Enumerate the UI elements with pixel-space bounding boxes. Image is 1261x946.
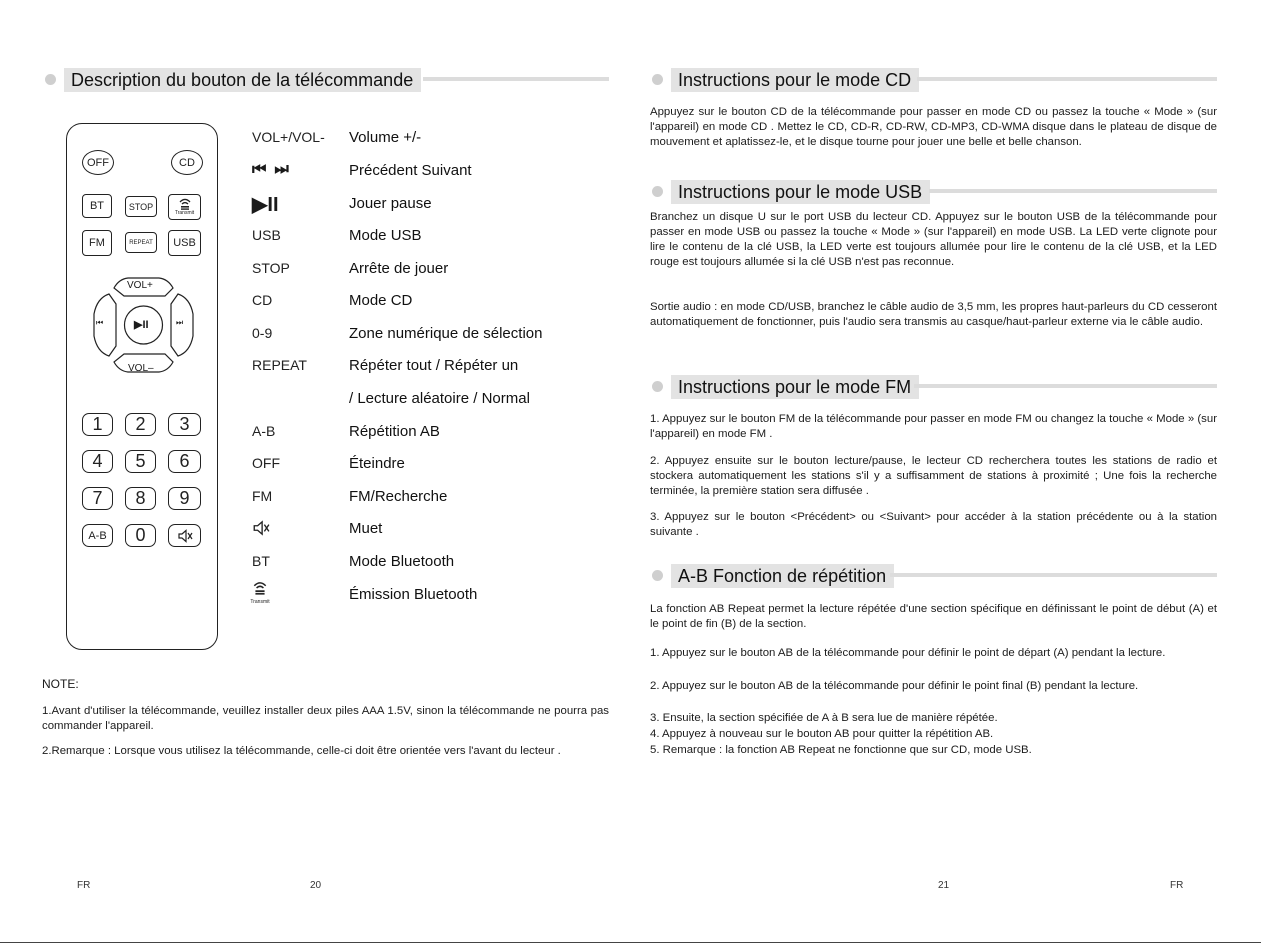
footer-lang-right: FR	[1170, 880, 1184, 891]
remote-vol-plus-label: VOL+	[127, 280, 153, 291]
mute-icon	[252, 520, 270, 536]
legend-desc-ab: Répétition AB	[349, 423, 440, 440]
note-1: 1.Avant d'utiliser la télécommande, veuillez installer deux piles AAA 1.5V, sinon la télécommande ne pourra pas commander l'appareil.	[42, 705, 609, 732]
remote-num-1: 1	[82, 413, 113, 436]
bullet-dot	[652, 186, 663, 197]
ab-step-1: 1. Appuyez sur le bouton AB de la télécommande pour définir le point de départ (A) pendant la lecture.	[650, 647, 1166, 659]
remote-prev-icon: ⏮	[96, 318, 104, 327]
remote-num-9: 9	[168, 487, 201, 510]
fm-step-3: 3. Appuyez sur le bouton <Précédent> ou <Suivant> pour accéder à la station précédente ou à la station suivante .	[650, 511, 1217, 538]
section-heading-remote	[45, 68, 609, 94]
legend-desc-usb: Mode USB	[349, 227, 422, 244]
remote-repeat-button: REPEAT	[125, 232, 157, 253]
remote-num-7: 7	[82, 487, 113, 510]
remote-num-5: 5	[125, 450, 156, 473]
section-heading-ab	[652, 564, 1217, 590]
remote-ab-button: A-B	[82, 524, 113, 547]
remote-cd-button: CD	[171, 150, 203, 175]
remote-num-8: 8	[125, 487, 156, 510]
section-heading-cd	[652, 68, 1217, 94]
legend-desc-digits: Zone numérique de sélection	[349, 325, 543, 342]
remote-vol-minus-label: VOL–	[128, 363, 154, 374]
heading-rule	[914, 384, 1217, 388]
remote-num-6: 6	[168, 450, 201, 473]
remote-stop-button: STOP	[125, 196, 157, 217]
footer-lang-left: FR	[77, 880, 91, 891]
legend-desc-transmit: Émission Bluetooth	[349, 586, 478, 603]
page-number-left: 20	[310, 880, 322, 891]
remote-num-4: 4	[82, 450, 113, 473]
legend-desc-bt: Mode Bluetooth	[349, 553, 455, 570]
legend-key-bt: BT	[252, 553, 270, 569]
usb-text: Branchez un disque U sur le port USB du lecteur CD. Appuyez sur le bouton USB de la télécommande pour passer en mode USB ou passez la touche « Mode » (sur l'appareil) en mode USB. La LED verte clignote pour lire le contenu de la clé USB, la LED verte est toujours allumée pour lire le contenu de la clé USB, et la LED rouge est toujours allumée si la clé USB n'est pas reconnue.	[650, 211, 1217, 268]
remote-bt-button: BT	[82, 194, 112, 218]
ab-step-4: 4. Appuyez à nouveau sur le bouton AB pour quitter la répétition AB.	[650, 728, 994, 740]
fm-step-2: 2. Appuyez ensuite sur le bouton lecture/pause, le lecteur CD recherchera toutes les stations de radio et stockera automatiquement les stations s'il y a suffisamment de stations à proximité ; Une fois la recherche terminée, la première station sera diffusée .	[650, 455, 1217, 497]
ab-step-2: 2. Appuyez sur le bouton AB de la télécommande pour définir le point final (B) pendant la lecture.	[650, 680, 1139, 692]
remote-off-button: OFF	[82, 150, 114, 175]
remote-mute-button	[168, 524, 201, 547]
legend-desc-off: Éteindre	[349, 455, 405, 472]
legend-key-cd: CD	[252, 292, 273, 308]
note-2: 2.Remarque : Lorsque vous utilisez la télécommande, celle-ci doit être orientée vers l'avant du lecteur .	[42, 745, 561, 757]
ab-intro: La fonction AB Repeat permet la lecture répétée d'une section spécifique en définissant le point de début (A) et le point de fin (B) de la section.	[650, 603, 1217, 630]
heading-rule	[890, 573, 1217, 577]
legend-desc-repeat-cont: / Lecture aléatoire / Normal	[349, 390, 530, 407]
legend-desc-fm: FM/Recherche	[349, 488, 448, 505]
usb-audio-text: Sortie audio : en mode CD/USB, branchez le câble audio de 3,5 mm, les propres haut-parleurs du CD cesseront automatiquement de fonctionner, puis l'audio sera transmis au casque/haut-parleur externe via le câble audio.	[650, 301, 1217, 328]
legend-key-fm: FM	[252, 488, 273, 504]
legend-desc-vol: Volume +/-	[349, 129, 422, 146]
legend-key-ab: A-B	[252, 423, 276, 439]
fm-step-1: 1. Appuyez sur le bouton FM de la télécommande pour passer en mode FM ou changez la touche « Mode » (sur l'appareil) en mode FM .	[650, 413, 1217, 440]
bullet-dot	[652, 570, 663, 581]
remote-play-pause-icon: ▶II	[134, 319, 149, 331]
ab-step-3: 3. Ensuite, la section spécifiée de A à B sera lue de manière répétée.	[650, 712, 998, 724]
ab-step-5: 5. Remarque : la fonction AB Repeat ne fonctionne que sur CD, mode USB.	[650, 744, 1032, 756]
section-heading-fm	[652, 375, 1217, 401]
note-title: NOTE:	[42, 677, 79, 691]
heading-label: A-B Fonction de répétition	[671, 564, 894, 588]
legend-desc-repeat: Répéter tout / Répéter un	[349, 357, 519, 374]
heading-rule	[917, 77, 1217, 81]
prev-next-icon: ⏮⏭	[252, 161, 297, 178]
transmit-label: Transmit	[174, 210, 195, 216]
bullet-dot	[652, 74, 663, 85]
legend-key-digits: 0-9	[252, 325, 273, 341]
heading-label: Instructions pour le mode FM	[671, 375, 919, 399]
section-heading-usb	[652, 180, 1217, 206]
bullet-dot	[652, 381, 663, 392]
legend-key-repeat: REPEAT	[252, 357, 307, 373]
heading-rule	[929, 189, 1217, 193]
remote-control-illustration	[66, 123, 218, 650]
transmit-small-label: Transmit	[250, 599, 270, 605]
transmit-icon	[252, 581, 268, 595]
heading-label: Instructions pour le mode CD	[671, 68, 919, 92]
remote-num-0: 0	[125, 524, 156, 547]
legend-desc-cd: Mode CD	[349, 292, 413, 309]
heading-rule	[423, 77, 609, 81]
legend-desc-play: Jouer pause	[349, 195, 432, 212]
transmit-icon	[178, 198, 192, 210]
page-bottom-rule	[0, 942, 1261, 943]
play-pause-icon: ▶II	[252, 194, 279, 216]
remote-num-3: 3	[168, 413, 201, 436]
remote-usb-button: USB	[168, 230, 201, 256]
transmit-legend-icon	[249, 581, 271, 605]
heading-label: Description du bouton de la télécommande	[64, 68, 421, 92]
remote-transmit-button	[168, 194, 201, 220]
legend-desc-stop: Arrête de jouer	[349, 260, 449, 277]
cd-text: Appuyez sur le bouton CD de la télécommande pour passer en mode CD ou passez la touche « Mode » (sur l'appareil) en mode CD . Mettez le CD, CD-R, CD-RW, CD-MP3, CD-WMA disque dans le plateau de disque de mouvement et aplatissez-le, et le disque tourne pour jouer une belle et belle chanson.	[650, 106, 1217, 148]
remote-num-2: 2	[125, 413, 156, 436]
page-number-right: 21	[938, 880, 950, 891]
heading-label: Instructions pour le mode USB	[671, 180, 930, 204]
remote-next-icon: ⏭	[176, 318, 184, 327]
bullet-dot	[45, 74, 56, 85]
legend-desc-prev-next: Précédent Suivant	[349, 162, 472, 179]
remote-fm-button: FM	[82, 230, 112, 256]
mute-icon	[177, 529, 193, 543]
legend-desc-mute: Muet	[349, 520, 383, 537]
legend-key-vol: VOL+/VOL-	[252, 129, 325, 145]
legend-key-usb: USB	[252, 227, 281, 243]
legend-key-stop: STOP	[252, 260, 290, 276]
legend-key-off: OFF	[252, 455, 280, 471]
